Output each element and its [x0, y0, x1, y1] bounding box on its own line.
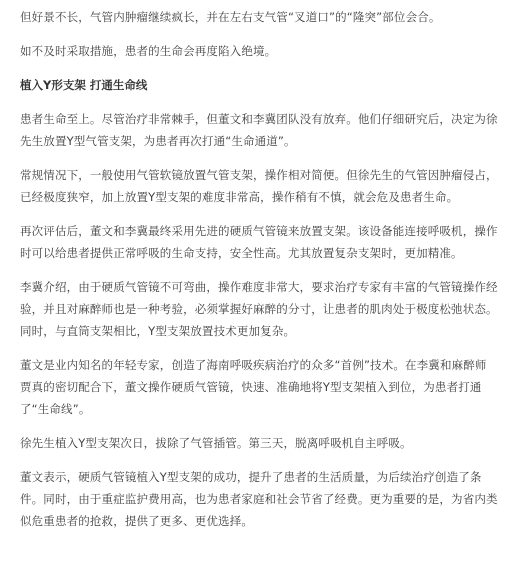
- section-subheading: 植入Y形支架 打通生命线: [20, 78, 148, 92]
- paragraph-conventional-method: 常规情况下，一般使用气管软镜放置气管支架，操作相对简便。但徐先生的气管因肿瘤侵占，已经极度狭窄，加上放置Y型支架的难度非常高，操作稍有不慎，就会危及患者生命。: [20, 168, 498, 204]
- paragraph-rigid-bronchoscope: 再次评估后，董文和李冀最终采用先进的硬质气管镜来放置支架。该设备能连接呼吸机，操作时可以给患者提供正常呼吸的生命支持，安全性高。尤其放置复杂支架时，更加精准。: [20, 224, 498, 260]
- paragraph-gap: [20, 28, 498, 40]
- paragraph-gap: [20, 454, 498, 466]
- paragraph-gap: [20, 152, 498, 164]
- paragraph-expert-operation: 董文是业内知名的年轻专家，创造了海南呼吸疾病治疗的众多“首例”技术。在李冀和麻醉师贾真的密切配合下，董文操作硬质气管镜，快速、准确地将Y型支架植入到位，为患者打通了“生命线”。: [20, 358, 487, 416]
- paragraph-gap: [20, 62, 498, 74]
- paragraph-gap: [20, 96, 498, 108]
- paragraph-gap: [20, 264, 498, 276]
- paragraph-gap: [20, 208, 498, 220]
- paragraph-outcome: 董文表示，硬质气管镜植入Y型支架的成功，提升了患者的生活质量，为后续治疗创造了条件。同时，由于重症监护费用高，也为患者家庭和社会节省了经费。更为重要的是，为省内类似危重患者的抢救，提供了更多、更优选择。: [20, 470, 498, 528]
- paragraph-difficulty: 李冀介绍，由于硬质气管镜不可弯曲，操作难度非常大，要求治疗专家有丰富的气管镜操作经验，并且对麻醉师也是一种考验，必须掌握好麻醉的分寸，让患者的肌肉处于极度松弛状态。同时，与直筒支架相比，Y型支架放置技术更加复杂。: [20, 280, 498, 338]
- paragraph-recovery: 徐先生植入Y型支架次日，拔除了气管插管。第三天，脱离呼吸机自主呼吸。: [20, 436, 412, 450]
- paragraph-gap: [20, 342, 498, 354]
- paragraph-decision: 患者生命至上。尽管治疗非常棘手，但董文和李冀团队没有放弃。他们仔细研究后，决定为徐先生放置Y型气管支架，为患者再次打通“生命通道”。: [20, 112, 498, 148]
- paragraph-danger: 如不及时采取措施，患者的生命会再度陷入绝境。: [20, 44, 277, 58]
- article-body: [0, 6, 516, 563]
- paragraph-gap: [20, 420, 498, 432]
- paragraph-tumor-growth: 但好景不长，气管内肿瘤继续疯长，并在左右支气管“叉道口”的“隆突”部位会合。: [20, 10, 441, 24]
